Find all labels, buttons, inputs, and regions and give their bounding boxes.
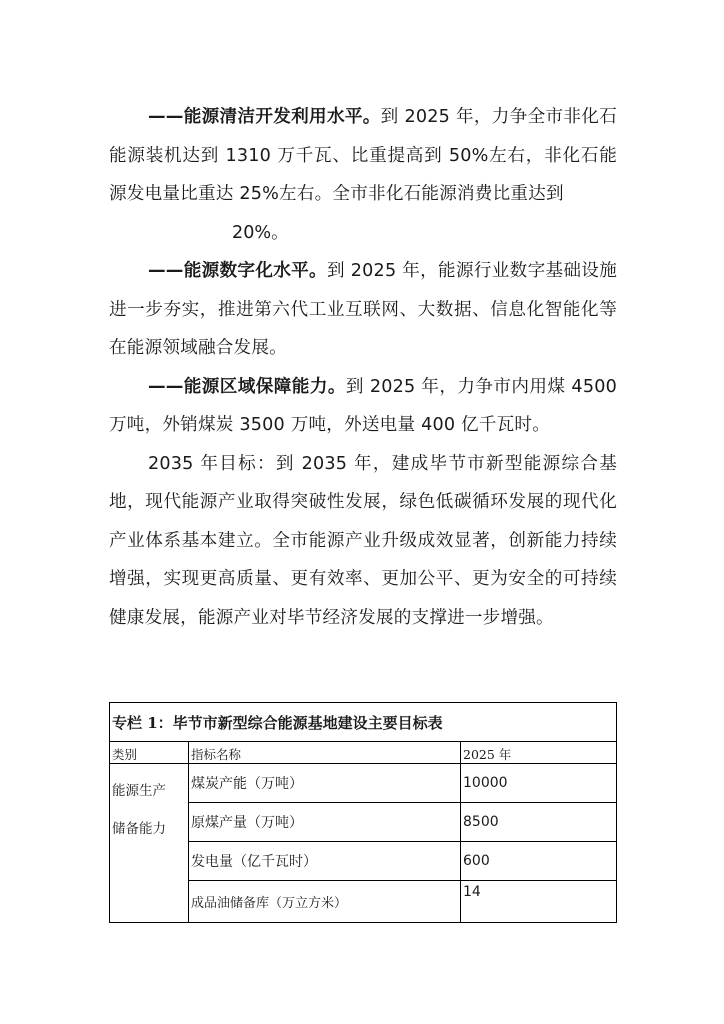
header-indicator: 指标名称 [189,742,461,764]
paragraph-clean-energy [109,98,617,214]
paragraph-lead: ——能源区域保障能力。 [148,376,346,397]
paragraph-digital [109,252,617,368]
paragraph-security [109,368,617,445]
table-caption: 专栏 1：毕节市新型综合能源基地建设主要目标表 [110,703,617,742]
value-cell: 8500 [461,803,617,842]
document-body [109,98,617,637]
paragraph-text: 到 2025 年，能源行业数字基础设施进一步夯实，推进第六代工业互联网、大数据、信息化智能化等在能源领域融合发展。 [109,261,617,358]
value-cell: 14 [461,881,617,923]
header-category: 类别 [110,742,189,764]
indicator-cell: 成品油储备库（万立方米） [189,881,461,923]
paragraph-continuation: 20%。 [232,222,289,243]
paragraph-text: 到 2025 年，力争全市非化石能源装机达到 1310 万千瓦、比重提高到 50%左右，非化石能源发电量比重达 25%左右。全市非化石能源消费比重达到 [109,107,617,204]
category-line: 储备能力 [112,821,166,837]
paragraph-2035-goal: 2035 年目标：到 2035 年，建成毕节市新型能源综合基地，现代能源产业取得突破性发展，绿色低碳循环发展的现代化产业体系基本建立。全市能源产业升级成效显著，创新能力持续增强，实现更高质量、更有效率、更加公平、更为安全的可持续健康发展，能源产业对毕节经济发展的支撑进一步增强。 [109,453,617,628]
paragraph-text: 到 2025 年，力争市内用煤 4500 万吨，外销煤炭 3500 万吨，外送电量 400 亿千瓦时。 [109,376,618,435]
category-line: 能源生产 [112,783,166,799]
indicator-cell: 原煤产量（万吨） [189,803,461,842]
indicator-cell: 煤炭产能（万吨） [189,764,461,803]
targets-table [109,702,617,923]
indicator-cell: 发电量（亿千瓦时） [189,842,461,881]
paragraph-lead: ——能源数字化水平。 [148,261,327,281]
table-row [110,764,617,803]
category-cell [110,764,189,923]
header-year: 2025 年 [461,742,617,764]
value-cell: 10000 [461,764,617,803]
paragraph-lead: ——能源清洁开发利用水平。 [148,107,381,127]
value-cell: 600 [461,842,617,881]
